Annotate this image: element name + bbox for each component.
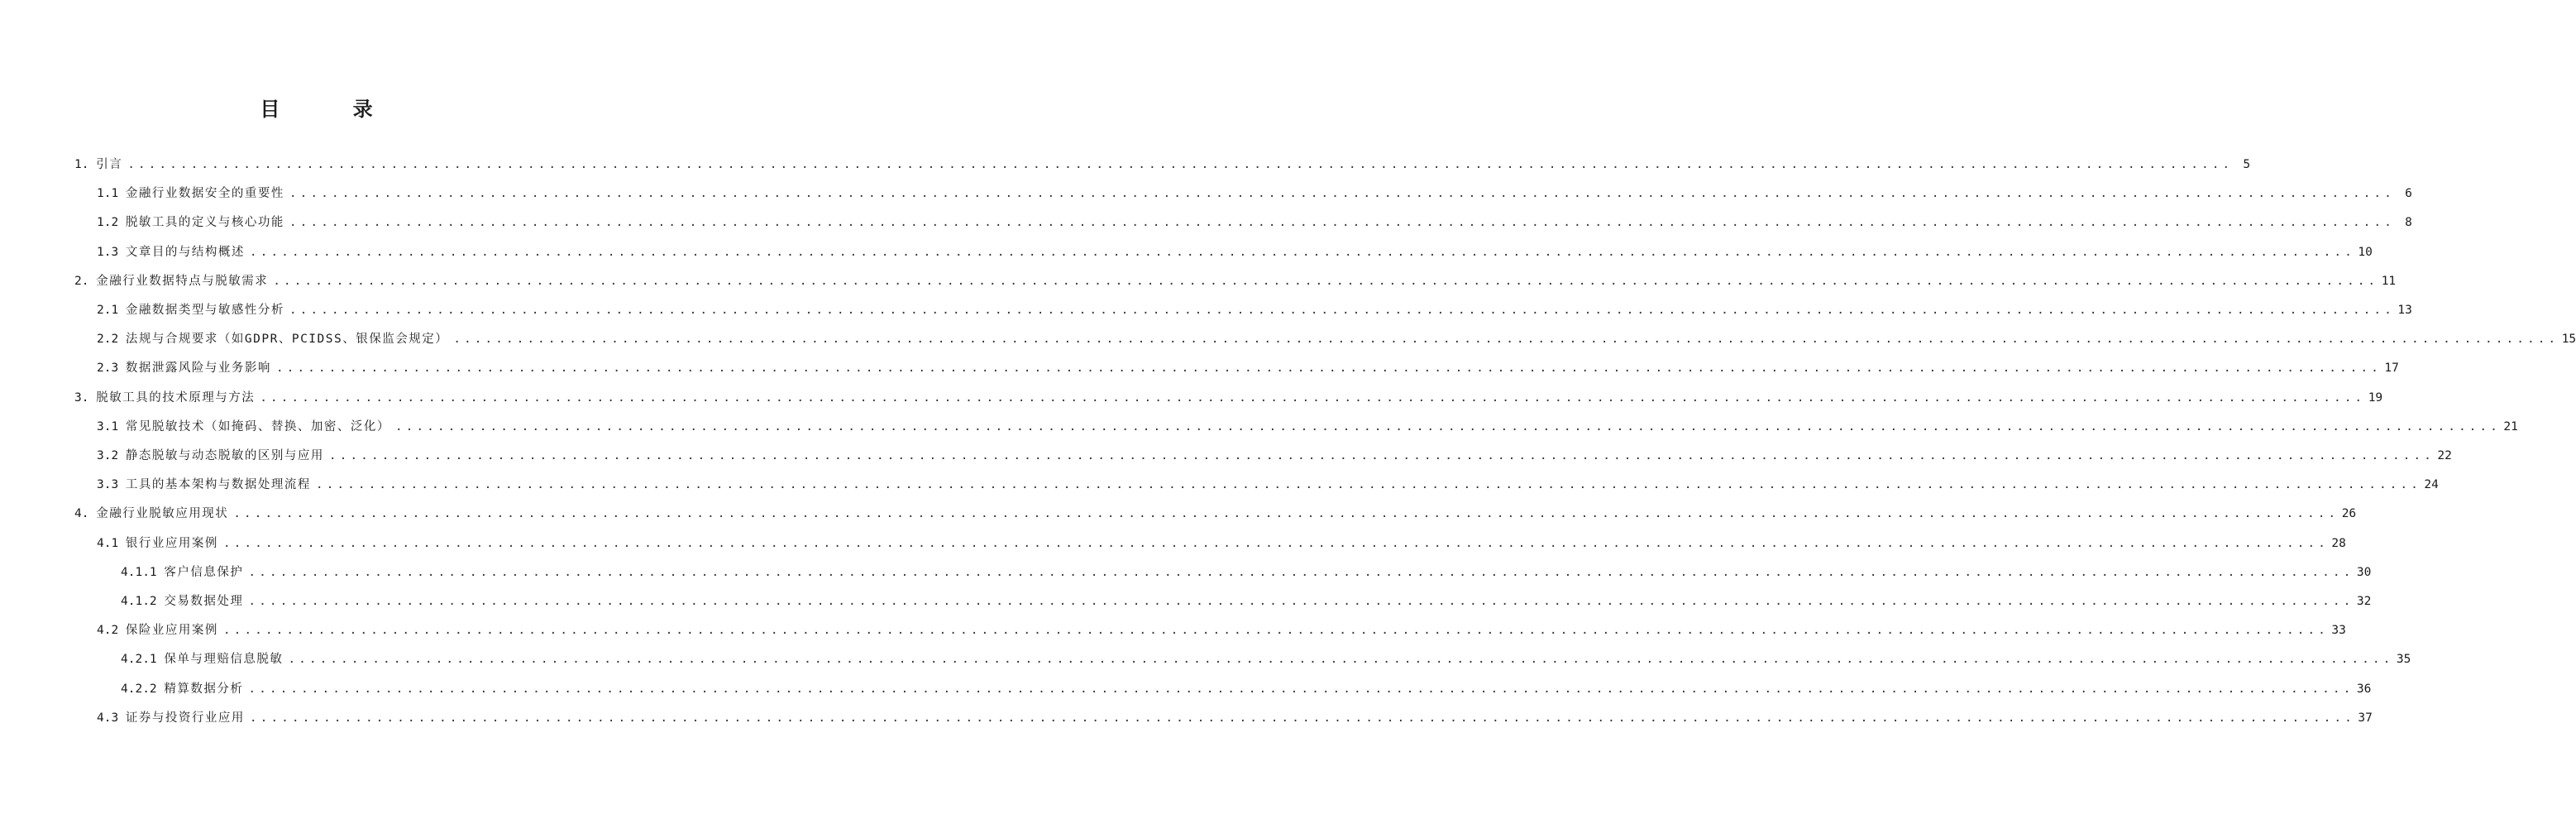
toc-entry[interactable] <box>74 387 2383 409</box>
toc-entry[interactable] <box>97 533 2346 554</box>
toc-entry-number: 2.2 <box>97 333 126 347</box>
toc-entry-number: 4.2.2 <box>121 682 165 696</box>
page-title: 目 录 <box>260 98 406 121</box>
toc-entry-label: 保单与理赔信息脱敏 <box>164 653 284 667</box>
toc-entry-number: 4.1 <box>97 536 126 550</box>
toc-entry-label: 证券与投资行业应用 <box>125 711 245 725</box>
toc-entry-page: 6 <box>2405 187 2412 201</box>
toc-entry-page: 22 <box>2437 449 2452 462</box>
toc-leader-dots: ........................................................................................................................................................................................................ <box>249 711 2355 725</box>
toc-entry[interactable] <box>121 591 2372 612</box>
toc-entry-number: 3.2 <box>97 449 126 462</box>
toc-entry-label: 脱敏工具的技术原理与方法 <box>96 390 256 405</box>
toc-entry[interactable] <box>97 620 2346 641</box>
toc-entry[interactable] <box>97 212 2412 233</box>
toc-entry-number: 3. <box>74 390 97 405</box>
toc-entry[interactable] <box>121 562 2372 583</box>
toc-entry-label: 常见脱敏技术（如掩码、替换、加密、泛化） <box>125 419 390 433</box>
toc-entry-page: 10 <box>2358 245 2373 259</box>
toc-entry-number: 1.3 <box>97 245 126 259</box>
toc-entry[interactable] <box>74 271 2397 292</box>
toc-entry-number: 2.3 <box>97 362 126 376</box>
toc-leader-dots: ........................................................................................................................................................................................................ <box>222 624 2329 638</box>
toc-leader-dots: ........................................................................................................................................................................................................ <box>289 187 2395 201</box>
toc-entry-page: 26 <box>2341 507 2357 521</box>
toc-entry-number: 4.3 <box>97 711 126 725</box>
toc-entry[interactable] <box>74 503 2357 524</box>
toc-entry-label: 脱敏工具的定义与核心功能 <box>125 216 284 230</box>
toc-leader-dots: ........................................................................................................................................................................................................ <box>453 333 2559 347</box>
toc-entry-number: 1.2 <box>97 216 126 230</box>
toc-leader-dots: ........................................................................................................................................................................................................ <box>275 362 2382 376</box>
toc-entry-label: 法规与合规要求（如GDPR、PCIDSS、银保监会规定） <box>125 333 449 347</box>
toc-entry-label: 精算数据分析 <box>164 682 244 696</box>
toc-entry-label: 工具的基本架构与数据处理流程 <box>125 478 311 492</box>
toc-entry[interactable] <box>97 416 2518 438</box>
toc-leader-dots: ........................................................................................................................................................................................................ <box>315 478 2421 492</box>
toc-entry-page: 30 <box>2356 565 2372 579</box>
toc-entry-page: 11 <box>2381 274 2397 288</box>
toc-entry-page: 36 <box>2356 682 2372 696</box>
toc-leader-dots: ........................................................................................................................................................................................................ <box>328 449 2435 462</box>
toc-entry-label: 金融行业数据特点与脱敏需求 <box>96 274 269 288</box>
toc-leader-dots: ........................................................................................................................................................................................................ <box>249 245 2355 259</box>
toc-leader-dots: ........................................................................................................................................................................................................ <box>248 565 2354 579</box>
toc-entry-label: 数据泄露风险与业务影响 <box>125 362 271 376</box>
toc-entry-number: 3.3 <box>97 478 126 492</box>
toc-leader-dots: ........................................................................................................................................................................................................ <box>248 682 2354 696</box>
toc-entry-page: 21 <box>2503 419 2518 433</box>
toc-entry-page: 37 <box>2358 711 2373 725</box>
toc-entry-label: 引言 <box>96 158 123 171</box>
toc-entry-number: 1.1 <box>97 187 126 201</box>
toc-entry-number: 4.1.1 <box>121 565 165 579</box>
toc-entry-label: 文章目的与结构概述 <box>125 245 245 259</box>
toc-entry-page: 17 <box>2384 362 2399 376</box>
toc-entry-number: 2. <box>74 274 97 288</box>
toc-entry[interactable] <box>121 649 2411 670</box>
toc-entry-label: 金融行业数据安全的重要性 <box>125 187 284 201</box>
toc-entry-page: 13 <box>2397 304 2412 317</box>
toc-leader-dots: ........................................................................................................................................................................................................ <box>288 653 2394 667</box>
toc-leader-dots: ........................................................................................................................................................................................................ <box>127 158 2234 171</box>
toc-entry[interactable] <box>97 445 2452 467</box>
toc-entry[interactable] <box>97 183 2412 204</box>
toc-entry-page: 28 <box>2331 536 2346 550</box>
toc-leader-dots: ........................................................................................................................................................................................................ <box>222 536 2329 550</box>
toc-entry-label: 交易数据处理 <box>164 595 244 608</box>
toc-entry[interactable] <box>97 242 2373 263</box>
toc-entry-page: 33 <box>2331 624 2346 638</box>
toc-entry-number: 3.1 <box>97 419 126 433</box>
toc-entry[interactable] <box>97 357 2399 379</box>
toc-entry-number: 1. <box>74 158 97 171</box>
toc-entry-label: 金融行业脱敏应用现状 <box>96 507 229 521</box>
toc-leader-dots: ........................................................................................................................................................................................................ <box>273 274 2379 288</box>
toc-leader-dots: ........................................................................................................................................................................................................ <box>233 507 2339 521</box>
toc-entry-number: 4.2.1 <box>121 653 165 667</box>
toc-entry-page: 15 <box>2561 333 2576 347</box>
toc-entry[interactable] <box>97 328 2576 350</box>
toc-leader-dots: ........................................................................................................................................................................................................ <box>289 216 2395 230</box>
toc-entry-page: 5 <box>2243 158 2251 171</box>
toc-entry-page: 32 <box>2356 595 2372 608</box>
toc-entry[interactable] <box>121 678 2372 700</box>
toc-entry-page: 35 <box>2396 653 2411 667</box>
toc-entry-number: 4.2 <box>97 624 126 638</box>
toc-entry[interactable] <box>74 154 2251 175</box>
toc-entry-label: 保险业应用案例 <box>125 624 218 638</box>
toc-entry[interactable] <box>97 707 2373 729</box>
toc-leader-dots: ........................................................................................................................................................................................................ <box>289 304 2395 317</box>
toc-entry-label: 金融数据类型与敏感性分析 <box>125 304 284 317</box>
toc-entry-number: 4.1.2 <box>121 595 165 608</box>
toc-entry-label: 客户信息保护 <box>164 565 244 579</box>
toc-entry-page: 8 <box>2405 216 2412 230</box>
toc-leader-dots: ........................................................................................................................................................................................................ <box>248 595 2354 608</box>
toc-entry-page: 24 <box>2424 478 2439 492</box>
toc-leader-dots: ........................................................................................................................................................................................................ <box>260 390 2366 405</box>
toc-entry-number: 2.1 <box>97 304 126 317</box>
toc-leader-dots: ........................................................................................................................................................................................................ <box>394 419 2501 433</box>
toc-entry[interactable] <box>97 299 2412 321</box>
toc-entry-number: 4. <box>74 507 97 521</box>
toc-entry-label: 银行业应用案例 <box>125 536 218 550</box>
toc-entry-page: 19 <box>2368 390 2383 405</box>
toc-entry-label: 静态脱敏与动态脱敏的区别与应用 <box>125 449 324 462</box>
toc-entry[interactable] <box>97 474 2439 496</box>
